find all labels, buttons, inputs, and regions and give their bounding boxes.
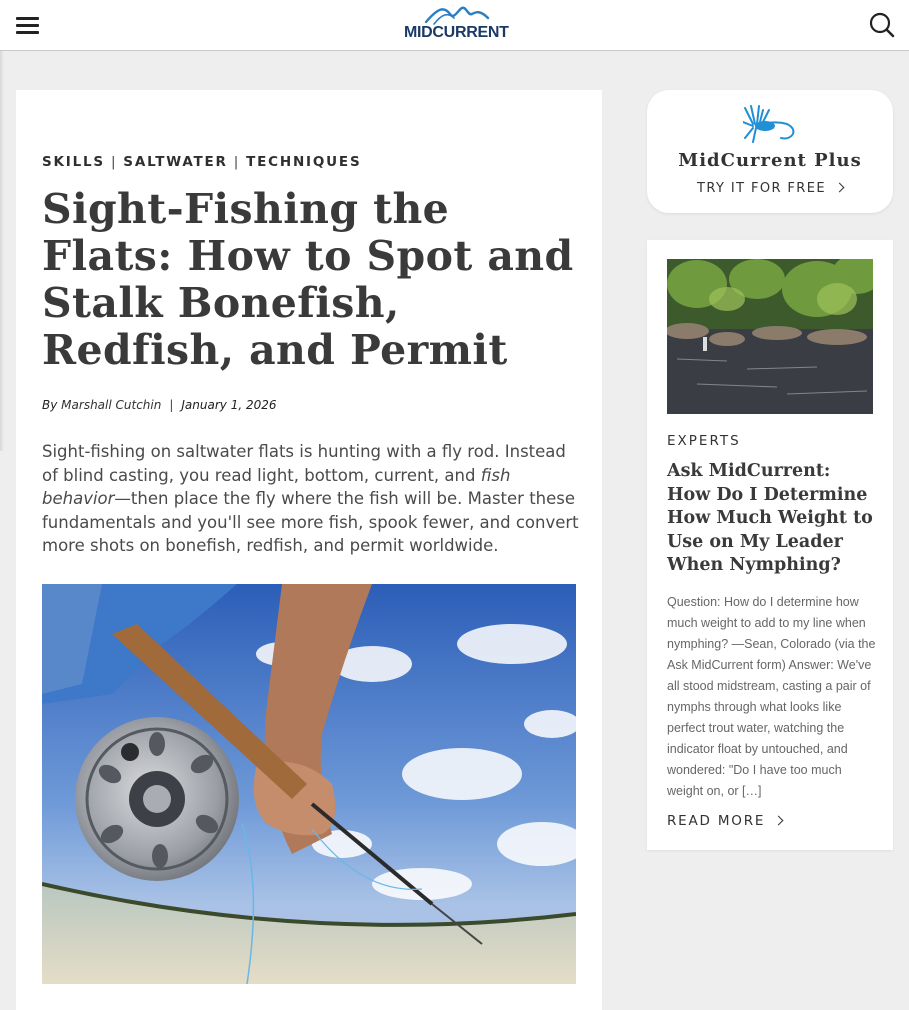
site-logo[interactable] xyxy=(404,4,509,46)
category-link-skills[interactable]: SKILLS xyxy=(42,154,105,170)
article-intro xyxy=(42,440,582,558)
story-title-link[interactable]: Ask MidCurrent: How Do I Determine How Much Weight to Use on My Leader When Nymphing? xyxy=(667,461,873,575)
author-link[interactable]: Marshall Cutchin xyxy=(61,398,162,412)
related-story-card xyxy=(647,240,893,850)
category-separator: | xyxy=(233,154,241,170)
intro-emphasis: fish behavior xyxy=(42,465,511,508)
read-more-label: READ MORE xyxy=(667,813,766,829)
intro-text-after: —then place the fly where the fish will be. Master these fundamentals and you'll see more fish, spook fewer, and convert more shots on bonefish, redfish, and permit worldwide. xyxy=(42,489,579,555)
story-thumbnail[interactable] xyxy=(667,259,873,414)
try-free-label: TRY IT FOR FREE xyxy=(697,181,826,196)
search-icon[interactable] xyxy=(868,11,896,39)
article-byline xyxy=(42,398,277,412)
story-excerpt: Question: How do I determine how much weight to add to my line when nymphing? —Sean, Colorado (via the Ask MidCurrent form) Answer: We've all stood midstream, casting a pair of nymphs through what looks like perfect trout water, watching the indicator float by untouched, and wondered: "Do I have too much weight on, or […] xyxy=(667,595,876,798)
site-header xyxy=(0,0,909,51)
try-free-link[interactable] xyxy=(647,181,893,196)
page-edge-shadow xyxy=(0,51,4,451)
logo-wordmark: MIDCURRENT xyxy=(404,24,509,41)
hero-image-fly-reel xyxy=(42,584,576,984)
article-card xyxy=(16,90,602,1010)
fly-lure-icon xyxy=(743,104,799,144)
logo-wave-icon xyxy=(404,4,506,26)
category-link-saltwater[interactable]: SALTWATER xyxy=(123,154,228,170)
hamburger-menu-icon[interactable] xyxy=(16,15,40,35)
byline-separator: | xyxy=(169,398,174,412)
intro-text-before: Sight-fishing on saltwater flats is hunting with a fly rod. Instead of blind casting, you read light, bottom, current, and xyxy=(42,442,566,485)
story-category-link[interactable]: EXPERTS xyxy=(667,433,741,449)
read-more-link[interactable] xyxy=(667,813,782,829)
category-separator: | xyxy=(110,154,118,170)
article-title: Sight-Fishing the Flats: How to Spot and Stalk Bonefish, Redfish, and Permit xyxy=(42,185,574,374)
category-link-techniques[interactable]: TECHNIQUES xyxy=(246,154,362,170)
publish-date: January 1, 2026 xyxy=(181,398,277,412)
chevron-right-icon xyxy=(774,816,784,826)
chevron-right-icon xyxy=(835,183,845,193)
byline-by: By xyxy=(42,398,58,412)
category-breadcrumb xyxy=(42,154,361,170)
promo-title: MidCurrent Plus xyxy=(678,150,862,171)
plus-promo-card[interactable] xyxy=(647,90,893,213)
